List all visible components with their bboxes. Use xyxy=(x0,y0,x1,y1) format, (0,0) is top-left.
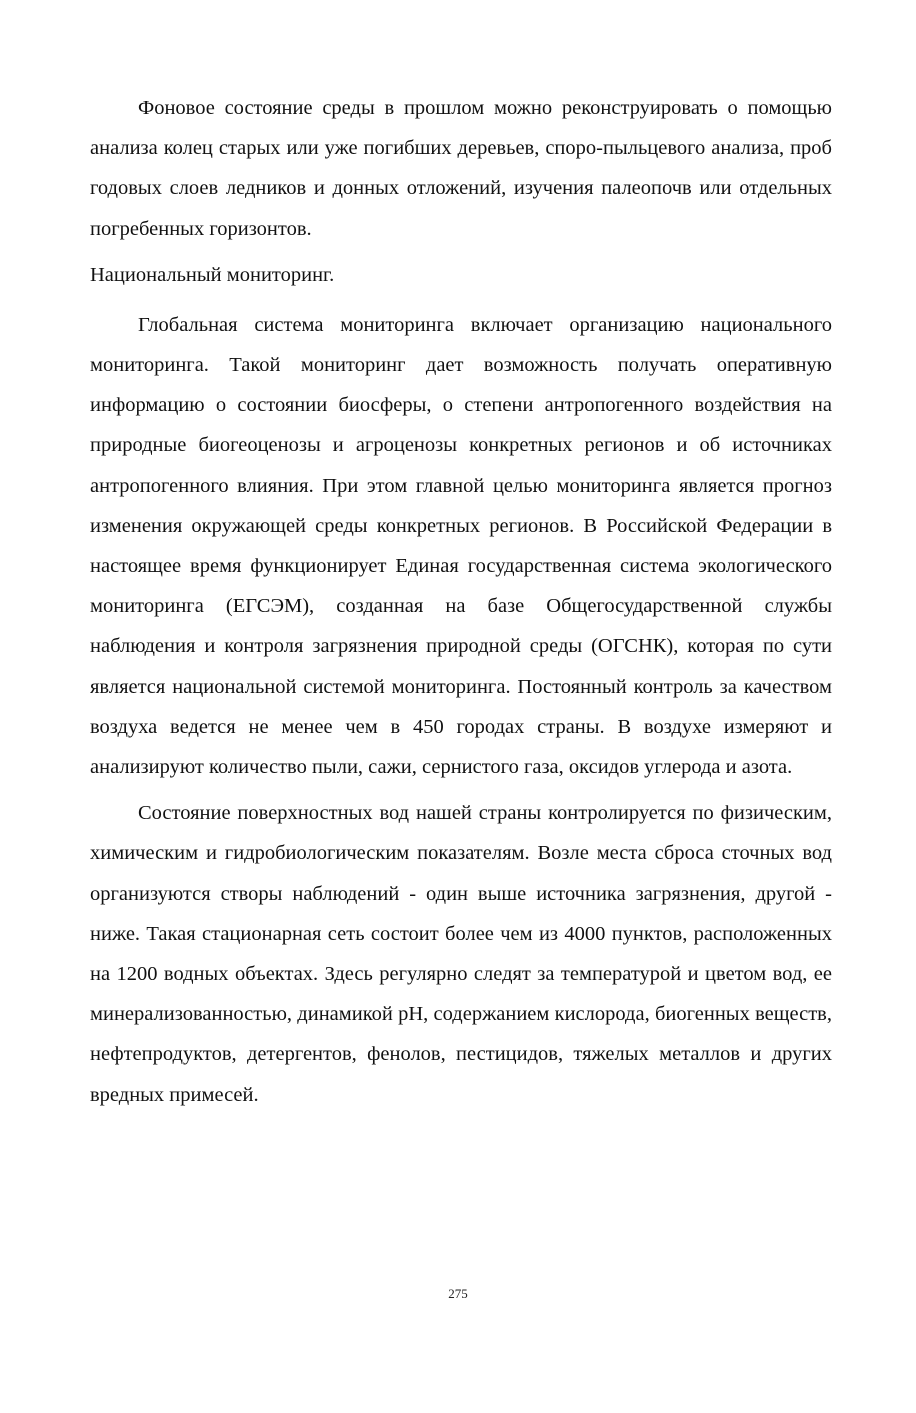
body-text xyxy=(90,88,832,1115)
paragraph-background-state: Фоновое состояние среды в прошлом можно реконструировать о помощью анализа колец старых или уже погибших деревьев, споро-пыльцевого анализа, проб годовых слоев ледников и донных отложений, изучения палеопочв или отдельных погребенных горизонтов. xyxy=(90,97,832,240)
section-heading: Национальный мониторинг. xyxy=(90,263,335,286)
paragraph-national-monitoring: Глобальная система мониторинга включает организацию национального мониторинга. Такой мониторинг дает возможность получать оперативную информацию о состоянии биосферы, о степени антропогенного воздействия на природные биогеоценозы и агроценозы конкретных регионов и об источниках антропогенного влияния. При этом главной целью мониторинга является прогноз изменения окружающей среды конкретных регионов. В Российской Федерации в настоящее время функционирует Единая государственная система экологического мониторинга (ЕГСЭМ), созданная на базе Общегосударственной службы наблюдения и контроля загрязнения природной среды (ОГСНК), которая по сути является национальной системой мониторинга. Постоянный контроль за качеством воздуха ведется не менее чем в 450 городах страны. В воздухе измеряют и анализируют количество пыли, сажи, сернистого газа, оксидов углерода и азота. xyxy=(90,313,832,779)
paragraph-surface-water: Состояние поверхностных вод нашей страны контролируется по физическим, химическим и гидробиологическим показателям. Возле места сброса сточных вод организуются створы наблюдений - один выше источника загрязнения, другой - ниже. Такая стационарная сеть состоит более чем из 4000 пунктов, расположенных на 1200 водных объектах. Здесь регулярно следят за температурой и цветом вод, ее минерализованностью, динамикой рН, содержанием кислорода, биогенных веществ, нефтепродуктов, детергентов, фенолов, пестицидов, тяжелых металлов и других вредных примесей. xyxy=(90,802,832,1106)
page-number: 275 xyxy=(448,1286,468,1301)
